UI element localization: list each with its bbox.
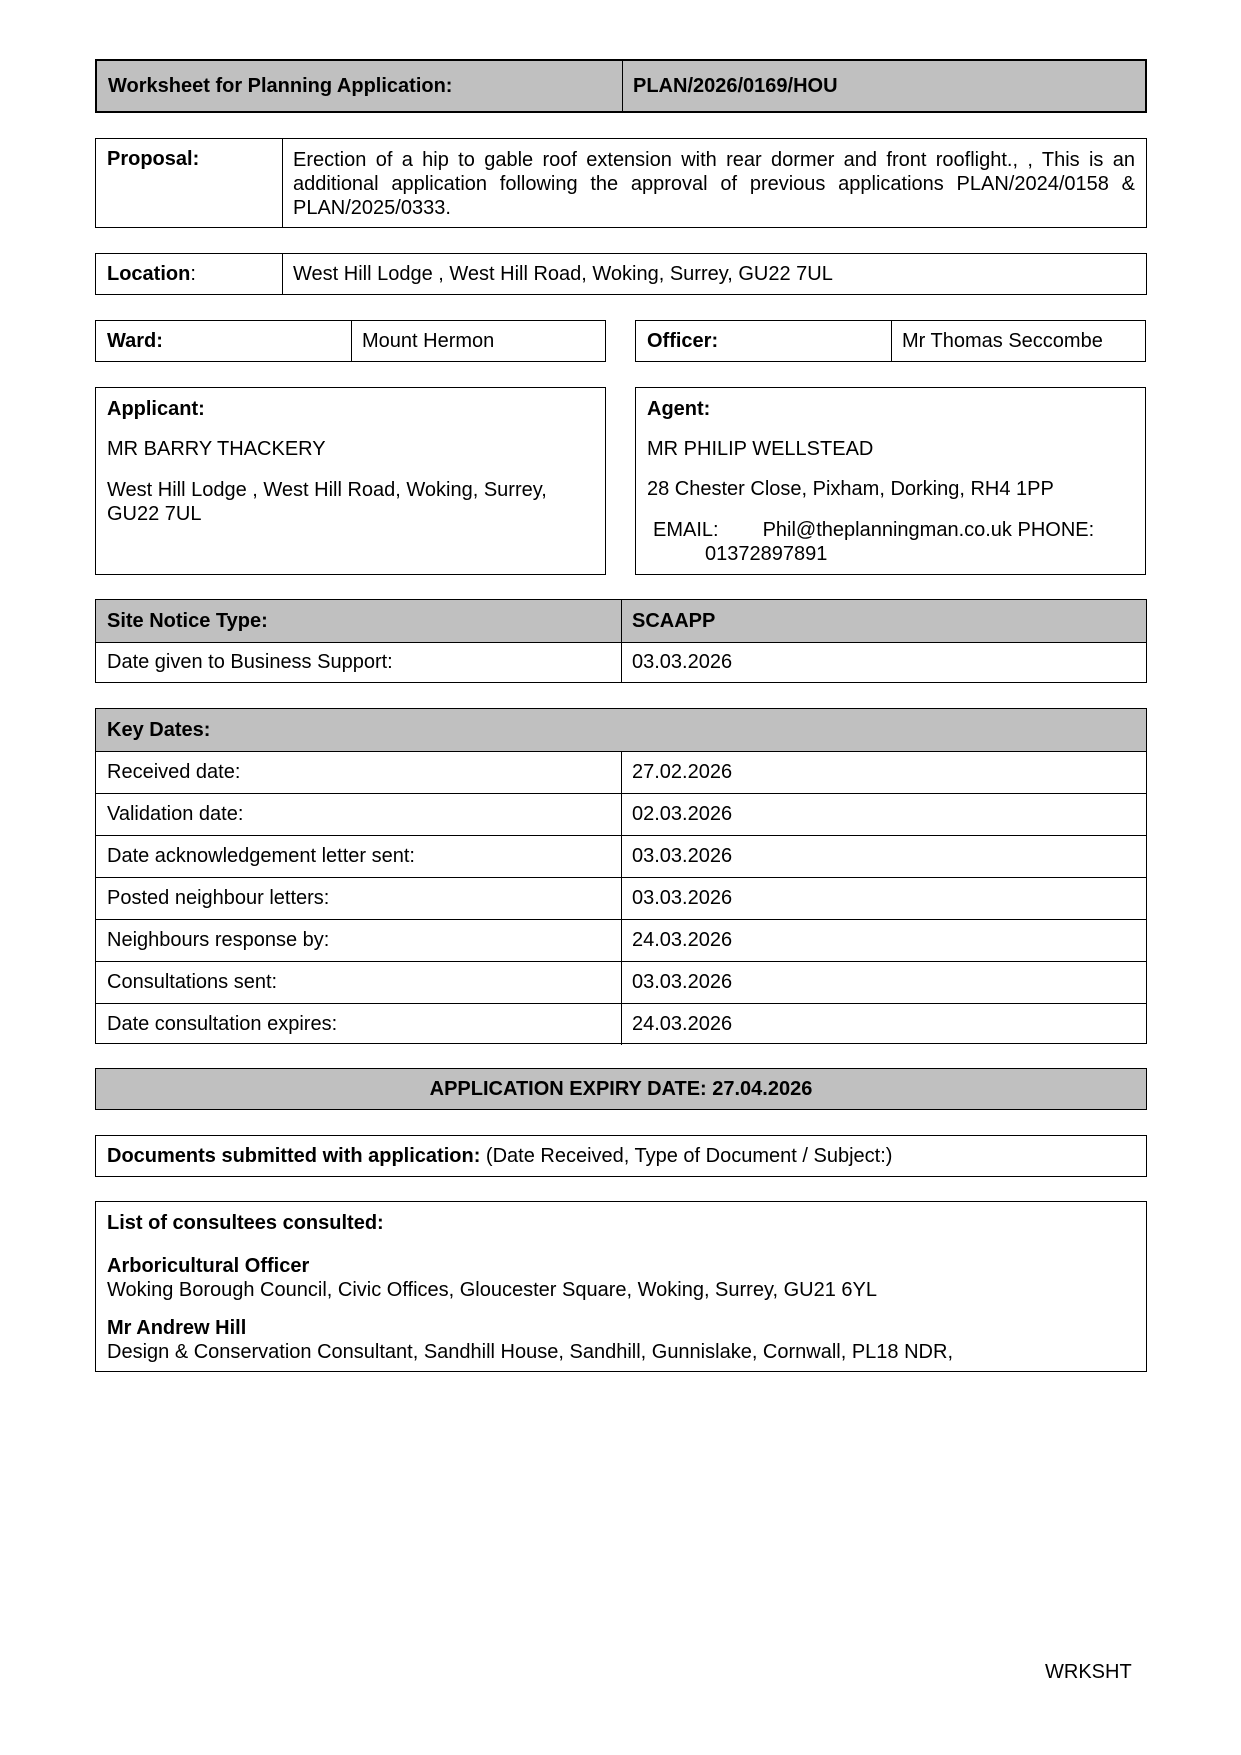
consultee-name: Mr Andrew Hill [107,1317,247,1339]
ward-label: Ward: [107,329,163,352]
key-date-value: 02.03.2026 [632,803,733,825]
worksheet-header [95,59,1147,113]
business-support-row [96,642,1146,682]
key-date-label: Date consultation expires: [107,1013,338,1035]
key-date-row [96,793,1146,835]
key-date-value: 03.03.2026 [632,971,733,993]
key-date-value: 24.03.2026 [632,929,733,951]
key-date-value: 03.03.2026 [632,887,733,909]
agent-phone-label: PHONE: [1017,519,1095,541]
ward-value: Mount Hermon [362,329,495,352]
documents-label: Documents submitted with application: [107,1144,481,1167]
key-date-value: 24.03.2026 [632,1013,733,1035]
key-date-row [96,961,1146,1003]
expiry-banner [95,1068,1147,1110]
agent-contact [653,518,1094,566]
footer-code: WRKSHT [1045,1661,1132,1683]
consultee-address: Woking Borough Council, Civic Offices, Gloucester Square, Woking, Surrey, GU21 6YL [107,1279,877,1301]
agent-phone: 01372897891 [705,543,828,565]
key-date-label: Neighbours response by: [107,929,330,951]
officer-label: Officer: [647,329,719,352]
consultee-address: Design & Conservation Consultant, Sandhill House, Sandhill, Gunnislake, Cornwall, PL18 NDR, [107,1341,953,1363]
key-date-row [96,877,1146,919]
documents-note: (Date Received, Type of Document / Subject:) [485,1144,893,1167]
key-dates-heading-row [96,709,1146,751]
agent-email: Phil@theplanningman.co.uk [762,519,1012,541]
agent-email-label: EMAIL: [653,519,719,541]
application-reference: PLAN/2026/0169/HOU [633,74,838,97]
key-date-row [96,919,1146,961]
applicant-address: West Hill Lodge , West Hill Road, Woking, Surrey, GU22 7UL [107,479,547,525]
key-date-value: 27.02.2026 [632,761,733,783]
site-notice-label: Site Notice Type: [107,609,268,632]
consultee-item [107,1316,1135,1364]
consultee-item [107,1254,1135,1302]
key-date-row [96,835,1146,877]
key-dates-heading: Key Dates: [107,718,211,741]
proposal-label: Proposal: [107,148,200,170]
key-dates-table [95,708,1147,1044]
ward-box [95,320,606,362]
key-date-row [96,1003,1146,1045]
site-notice-row [96,600,1146,642]
agent-box [635,387,1146,575]
consultees-box [95,1201,1147,1372]
documents-box [95,1135,1147,1177]
officer-value: Mr Thomas Seccombe [902,329,1103,352]
proposal-box [95,138,1147,228]
key-date-label: Posted neighbour letters: [107,887,330,909]
agent-address: 28 Chester Close, Pixham, Dorking, RH4 1PP [647,478,1054,500]
location-value: West Hill Lodge , West Hill Road, Woking, Surrey, GU22 7UL [293,262,833,285]
officer-box [635,320,1146,362]
key-date-value: 03.03.2026 [632,845,733,867]
site-notice-value: SCAAPP [632,609,716,632]
applicant-box [95,387,606,575]
worksheet-title: Worksheet for Planning Application: [108,74,453,97]
location-box [95,253,1147,295]
key-date-label: Received date: [107,761,241,783]
consultee-name: Arboricultural Officer [107,1255,310,1277]
agent-name: MR PHILIP WELLSTEAD [647,438,874,460]
key-date-label: Consultations sent: [107,971,278,993]
applicant-label: Applicant: [107,398,205,420]
proposal-text: Erection of a hip to gable roof extension with rear dormer and front rooflight., , This is an additional application following the approval of previous applications PLAN/2024/0158 & PLAN/2025/0333. [293,149,1135,219]
site-notice-table [95,599,1147,683]
consultees-heading: List of consultees consulted: [107,1212,384,1234]
applicant-name: MR BARRY THACKERY [107,438,326,460]
business-support-value: 03.03.2026 [632,651,733,673]
expiry-text: APPLICATION EXPIRY DATE: 27.04.2026 [429,1077,813,1100]
business-support-label: Date given to Business Support: [107,651,393,673]
key-date-label: Validation date: [107,803,244,825]
location-label: Location : [107,262,196,285]
key-date-row [96,751,1146,793]
agent-label: Agent: [647,398,711,420]
key-date-label: Date acknowledgement letter sent: [107,845,415,867]
